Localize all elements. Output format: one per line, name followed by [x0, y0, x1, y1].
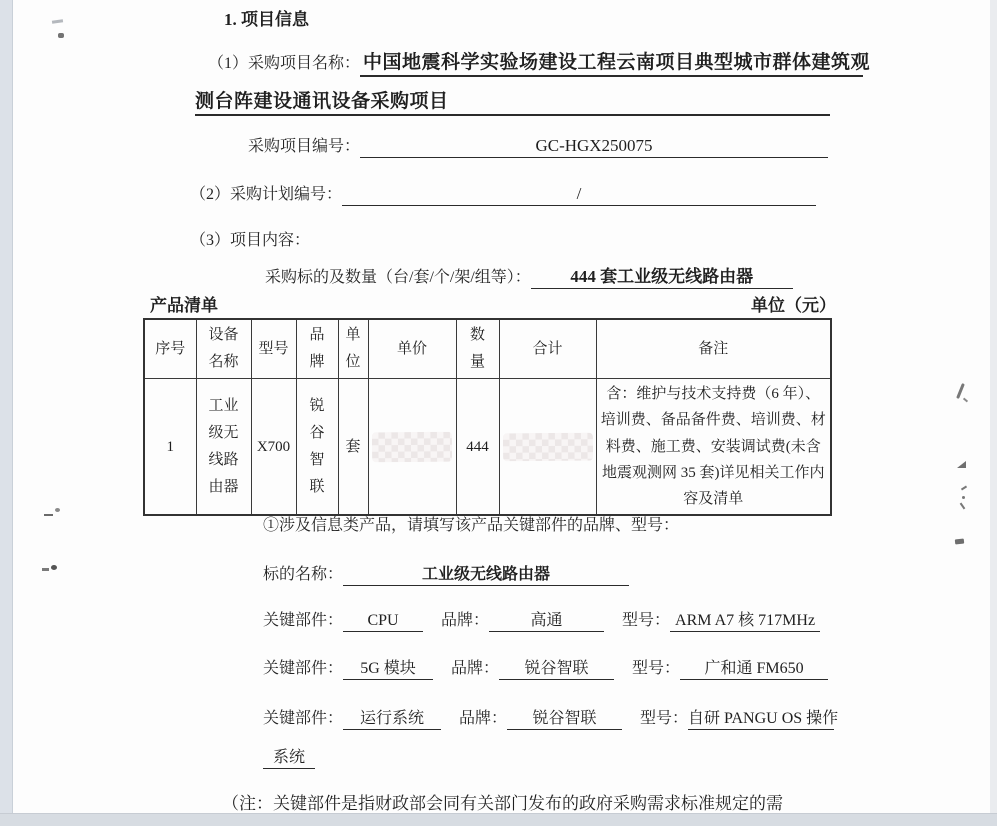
components-intro: ①涉及信息类产品，请填写该产品关键部件的品牌、型号：	[263, 517, 680, 534]
pen-mark	[962, 496, 965, 499]
section-title: 1. 项目信息	[224, 10, 309, 29]
scan-right-margin	[990, 0, 997, 826]
subject-line	[265, 262, 793, 289]
component-1-brand: 高通	[489, 607, 604, 632]
project-name-line	[208, 47, 871, 77]
content-line	[190, 227, 310, 250]
table-row	[144, 379, 831, 516]
col-remark: 备注	[596, 319, 831, 379]
redacted-total	[502, 432, 592, 461]
cell-brand: 锐谷智联	[296, 379, 338, 516]
plan-no-line	[190, 181, 816, 206]
col-seq: 序号	[144, 319, 196, 379]
cell-model: X700	[251, 379, 296, 516]
component-1-model: ARM A7 核 717MHz	[670, 607, 820, 632]
scan-speck	[55, 508, 60, 512]
cell-unit: 套	[338, 379, 368, 516]
subject-label: 采购标的及数量（台/套/个/架/组等）：	[265, 269, 531, 286]
component-3-part: 运行系统	[343, 705, 441, 730]
unit-note: 单位（元）	[751, 296, 836, 315]
content-label: （3）项目内容：	[190, 232, 311, 249]
cell-total	[499, 379, 596, 516]
project-name-line2	[195, 86, 830, 116]
pen-mark	[963, 398, 968, 403]
scan-speck	[52, 19, 63, 24]
component-row-3: 关键部件： 运行系统 品牌： 锐谷智联 型号： 自研 PANGU OS 操作	[263, 705, 834, 730]
col-brand: 品牌	[296, 319, 338, 379]
scan-speck	[58, 33, 64, 38]
subject-name-value: 工业级无线路由器	[343, 561, 629, 586]
project-no-value: GC-HGX250075	[360, 136, 828, 158]
cell-remark: 含：维护与技术支持费（6 年）、培训费、备品备件费、培训费、材料费、施工费、安装调试费(未含地震观测网 35 套)详见相关工作内容及清单	[596, 379, 831, 516]
component-2-part: 5G 模块	[343, 655, 433, 680]
component-2-brand: 锐谷智联	[499, 655, 614, 680]
table-header-row	[144, 319, 831, 379]
product-list-title: 产品清单	[150, 296, 218, 315]
plan-no-value: /	[342, 184, 816, 206]
pen-mark	[961, 486, 967, 491]
col-price: 单价	[368, 319, 456, 379]
scan-speck	[51, 565, 57, 570]
component-3-model-wrap: 系统	[263, 744, 315, 769]
redacted-unit-price	[372, 431, 452, 462]
col-unit: 单位	[338, 319, 368, 379]
project-no-label: 采购项目编号：	[248, 138, 361, 155]
scan-speck	[42, 568, 49, 571]
pen-mark	[957, 461, 966, 468]
subject-name-label: 标的名称：	[263, 566, 344, 583]
col-device: 设备名称	[196, 319, 251, 379]
pen-mark	[956, 383, 965, 399]
cell-price	[368, 379, 456, 516]
cell-device: 工业级无线路由器	[196, 379, 251, 516]
col-qty: 数量	[456, 319, 499, 379]
component-row-1: 关键部件： CPU 品牌： 高通 型号： ARM A7 核 717MHz	[263, 607, 820, 632]
project-no-line	[248, 133, 828, 158]
scan-left-margin	[0, 0, 13, 826]
plan-no-label: （2）采购计划编号：	[190, 186, 343, 203]
cell-qty: 444	[456, 379, 499, 516]
project-name-value-line1: 中国地震科学实验场建设工程云南项目典型城市群体建筑观	[360, 47, 863, 77]
project-name-label: （1）采购项目名称：	[208, 55, 361, 72]
component-3-model: 自研 PANGU OS 操作	[688, 705, 834, 730]
subject-value: 444 套工业级无线路由器	[531, 262, 793, 289]
subject-name-line	[263, 561, 629, 586]
component-2-model: 广和通 FM650	[680, 655, 828, 680]
cell-seq: 1	[144, 379, 196, 516]
scan-speck	[44, 514, 53, 516]
component-1-part: CPU	[343, 612, 423, 632]
footnote: （注：关键部件是指财政部会同有关部门发布的政府采购需求标准规定的需	[222, 794, 783, 813]
product-table	[143, 318, 832, 516]
scan-bottom-margin	[0, 813, 997, 826]
col-model: 型号	[251, 319, 296, 379]
project-name-value-line2: 测台阵建设通讯设备采购项目	[195, 86, 830, 116]
col-total: 合计	[499, 319, 596, 379]
component-row-2: 关键部件： 5G 模块 品牌： 锐谷智联 型号： 广和通 FM650	[263, 655, 828, 680]
pen-mark	[955, 539, 964, 545]
component-3-brand: 锐谷智联	[507, 705, 622, 730]
pen-mark	[960, 503, 966, 510]
